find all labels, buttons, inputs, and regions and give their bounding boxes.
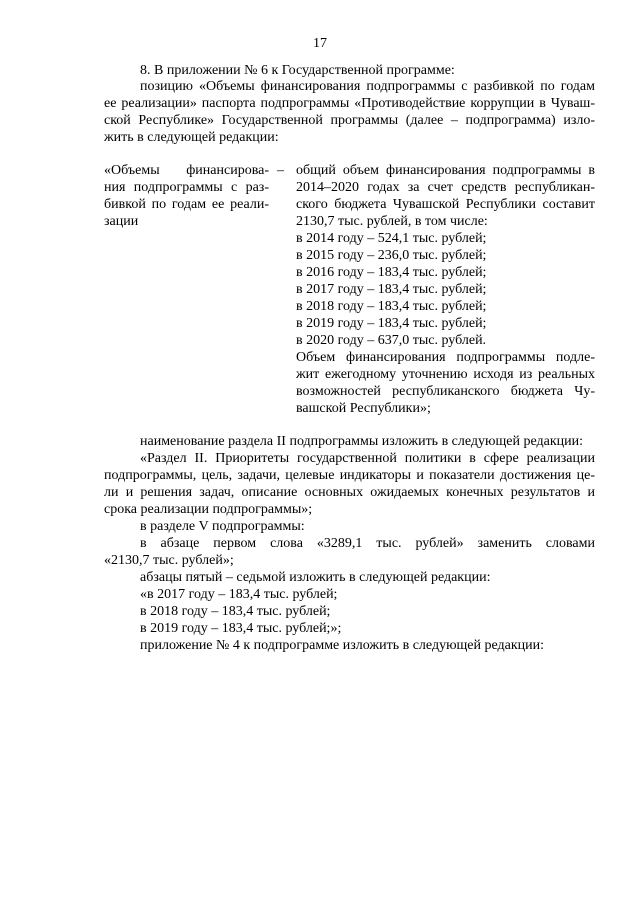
body-line: в 2018 году – 183,4 тыс. рублей;: [140, 604, 331, 619]
table-right-line: в 2018 году – 183,4 тыс. рублей;: [296, 299, 487, 314]
intro-line: жить в следующей редакции:: [104, 130, 279, 145]
intro-line: ее реализации» паспорта подпрограммы «Противодействие коррупции в Чуваш-: [104, 96, 595, 111]
body-line: «2130,7 тыс. рублей»;: [104, 553, 234, 568]
table-right-line: в 2016 году – 183,4 тыс. рублей;: [296, 265, 487, 280]
table-right-line: в 2019 году – 183,4 тыс. рублей;: [296, 316, 487, 331]
body-line: «Раздел II. Приоритеты государственной политики в сфере реализации: [140, 451, 595, 466]
table-right-line: в 2014 году – 524,1 тыс. рублей;: [296, 231, 487, 246]
table-dash: –: [277, 163, 284, 178]
body-line: приложение № 4 к подпрограмме изложить в следующей редакции:: [140, 638, 545, 653]
table-right-line: 2130,7 тыс. рублей, в том числе:: [296, 214, 488, 229]
table-right-line: вашской Республики»;: [296, 401, 431, 416]
intro-line: ской Республике» Государственной программы (далее – подпрограмма) изло-: [104, 113, 595, 128]
table-left-line: ния подпрограммы с раз-: [104, 180, 269, 195]
table-right-line: Объем финансирования подпрограммы подле-: [296, 350, 595, 365]
item-8-heading: 8. В приложении № 6 к Государственной программе:: [140, 63, 455, 78]
table-right-line: общий объем финансирования подпрограммы в: [296, 163, 595, 178]
table-left-line: бивкой по годам ее реали-: [104, 197, 269, 212]
body-line: наименование раздела II подпрограммы изложить в следующей редакции:: [140, 434, 584, 449]
body-line: в абзаце первом слова «3289,1 тыс. рублей» заменить словами: [140, 536, 595, 551]
table-left-line: «Объемы финансирова-: [104, 163, 269, 178]
table-right-line: 2014–2020 годах за счет средств республикан-: [296, 180, 595, 195]
table-left-line: зации: [104, 214, 139, 229]
intro-line: позицию «Объемы финансирования подпрограммы с разбивкой по годам: [140, 79, 595, 94]
body-line: срока реализации подпрограммы»;: [104, 502, 313, 517]
body-line: в разделе V подпрограммы:: [140, 519, 305, 534]
page-number: 17: [313, 36, 327, 51]
body-line: «в 2017 году – 183,4 тыс. рублей;: [140, 587, 338, 602]
table-right-line: в 2017 году – 183,4 тыс. рублей;: [296, 282, 487, 297]
body-line: в 2019 году – 183,4 тыс. рублей;»;: [140, 621, 342, 636]
table-right-line: ского бюджета Чувашской Республики составит: [296, 197, 595, 212]
body-line: абзацы пятый – седьмой изложить в следующей редакции:: [140, 570, 491, 585]
table-right-line: в 2020 году – 637,0 тыс. рублей.: [296, 333, 487, 348]
table-right-line: возможностей республиканского бюджета Чу-: [296, 384, 595, 399]
body-line: ли и решения задач, описание основных ожидаемых конечных результатов и: [104, 485, 595, 500]
body-line: подпрограммы, цель, задачи, целевые индикаторы и показатели достижения це-: [104, 468, 595, 483]
table-right-line: жит ежегодному уточнению исходя из реальных: [296, 367, 595, 382]
table-right-line: в 2015 году – 236,0 тыс. рублей;: [296, 248, 487, 263]
